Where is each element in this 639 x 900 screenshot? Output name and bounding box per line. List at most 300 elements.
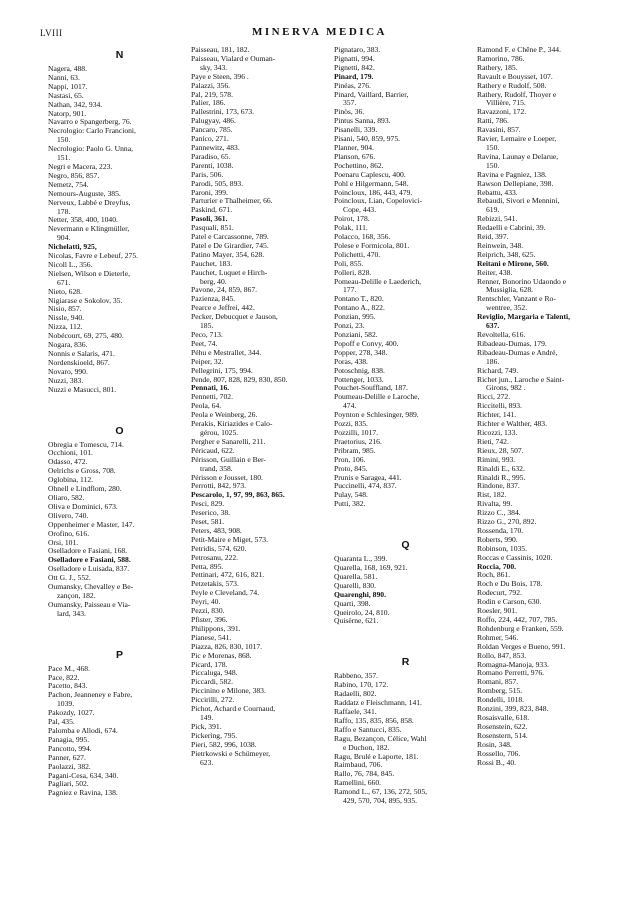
index-entry: Pearce e Jeffrei, 442. [191, 304, 255, 313]
index-entry: Poras, 438. [334, 357, 368, 366]
index-entry: Pron, 106. [334, 455, 366, 464]
index-entry: Ramellini, 660. [334, 779, 382, 788]
index-entry: Parturier e Thalheimer, 66. [191, 197, 273, 206]
index-entry: Ramond F. e Chêne P., 344. [477, 46, 561, 54]
index-entry-continuation: 1039. [57, 700, 75, 709]
index-entry: Ribadeau-Dumas e André, [477, 348, 558, 357]
index-entry: Poincloux, Lian, Copelovici- [334, 197, 423, 206]
index-entry-list [48, 441, 191, 619]
index-entry: Pallestrini, 173, 673. [191, 108, 255, 117]
index-entry: Peyle e Cleveland, 74. [191, 589, 260, 598]
index-entry: Rossenda, 170. [477, 526, 524, 535]
index-entry: Nastasi, 65. [48, 91, 84, 100]
index-entry: Peyri, 40. [191, 598, 221, 607]
index-entry-continuation: berg, 40. [200, 277, 227, 286]
index-entry: Oelrichs e Gross, 708. [48, 467, 116, 476]
index-entry: Pozzi, 835. [334, 420, 368, 429]
index-entry: Quarella, 168, 169, 921. [334, 564, 408, 573]
index-entry: Pagliari, 502. [48, 780, 89, 789]
index-entry: Ott G. J., 552. [48, 574, 91, 583]
index-entry: Poynton e Schlesinger, 989. [334, 411, 419, 420]
index-entry: Rondelli, 1018. [477, 696, 525, 705]
running-title: MINERVA MEDICA [252, 26, 387, 38]
index-entry: Reiter, 438. [477, 268, 513, 277]
index-column [477, 46, 626, 894]
index-entry: Richard, 749. [477, 366, 519, 375]
index-entry: Pouchet-Souffland, 187. [334, 384, 408, 393]
index-entry: Pennetti, 702. [191, 393, 233, 402]
index-entry: Roldan Verges e Bueno, 991. [477, 642, 566, 651]
index-entry: Nieto, 628. [48, 287, 82, 296]
index-entry: Rabino, 170, 172. [334, 681, 389, 690]
index-entry: Reitani e Mirone, 560. [477, 259, 549, 268]
index-entry: Petrosanu, 222. [191, 553, 239, 562]
index-entry: Pakozdy, 1027. [48, 709, 95, 718]
index-entry-continuation: 671. [57, 278, 71, 287]
index-entry: Pinéas, 276. [334, 81, 371, 90]
index-entry: Quaranta L., 399. [334, 555, 388, 564]
section-letter: Q [401, 539, 410, 552]
index-entry: Pisanelli, 339. [334, 126, 378, 135]
index-entry: Rallo, 76, 784, 845. [334, 770, 395, 779]
index-entry: Parodi, 505, 893. [191, 179, 244, 188]
index-entry: Nordenskioeld, 867. [48, 358, 110, 367]
index-entry: Oumansky, Paisseau e Via- [48, 600, 131, 609]
index-entry: Rinaldi E., 632. [477, 464, 525, 473]
index-entry: Nizza, 112. [48, 323, 83, 332]
index-entry: Pic e Morenas, 868. [191, 651, 252, 660]
index-entry: Pontano T., 820. [334, 295, 384, 304]
index-entry: Richter, 141. [477, 411, 517, 420]
index-entry: Perakis, Kiriazides e Calo- [191, 420, 273, 429]
index-entry: Pieri, 582, 996, 1038. [191, 740, 257, 749]
index-entry: Pribram, 985. [334, 446, 376, 455]
index-entry: Pancotto, 994. [48, 744, 92, 753]
index-entry: Nicolas, Favre e Lebeuf, 275. [48, 252, 139, 261]
index-entry-list [48, 65, 191, 395]
index-entry: Paisseau, Vialard e Ouman- [191, 54, 276, 63]
index-entry: Rivalta, 99. [477, 500, 513, 509]
index-entry: Orofino, 616. [48, 529, 90, 538]
index-entry: Peola, 64. [191, 402, 222, 411]
index-entry: Poumeau-Delille e Laroche, [334, 393, 420, 402]
index-entry: Nuzzi, 383. [48, 376, 84, 385]
index-entry-continuation: 177. [343, 286, 357, 295]
index-entry: Pignatti, 994. [334, 54, 375, 63]
index-entry: Richet jun., Laroche e Saint- [477, 375, 565, 384]
index-entry: Peset, 581. [191, 518, 225, 527]
index-entry: Pignetti, 842. [334, 63, 375, 72]
index-entry-continuation: 904. [57, 234, 71, 243]
index-entry: Paroni, 399. [191, 188, 228, 197]
index-entry: Piccinino e Milone, 383. [191, 687, 266, 696]
index-entry: Oliaro, 582. [48, 493, 85, 502]
index-entry: Rebaudi, Sivori e Mennini, [477, 197, 560, 206]
index-entry: Ravina, Launay e Delarue, [477, 152, 559, 161]
index-entry: Rinaldi R., 995. [477, 473, 526, 482]
index-entry: Rathery e Rudolf, 508. [477, 81, 547, 90]
index-entry: Necrologio: Carlo Francioni, [48, 127, 136, 136]
index-entry-continuation: trand, 358. [200, 464, 233, 473]
index-entry: Netter, 358, 400, 1040. [48, 216, 118, 225]
index-entry: Quisèrne, 621. [334, 617, 379, 626]
index-entry: Nonnis e Salaris, 471. [48, 350, 115, 358]
index-entry: Rosin, 348. [477, 740, 512, 749]
index-entry: Nisio, 857. [48, 305, 82, 314]
index-entry: Pende, 807, 828, 829, 830, 850. [191, 375, 288, 384]
index-entry: Nicoll L., 356. [48, 260, 93, 269]
index-entry: Peola e Weinberg, 26. [191, 411, 258, 420]
index-entry: Péhu e Mestrallet, 344. [191, 348, 262, 357]
index-entry: Ravina e Pagniez, 138. [477, 170, 547, 179]
index-entry: Rist, 182. [477, 491, 507, 500]
index-column [191, 46, 334, 894]
index-entry: Péricaud, 622. [191, 446, 235, 455]
index-entry: Negro, 856, 857. [48, 171, 100, 180]
index-entry: Quarelli, 830. [334, 581, 376, 590]
index-entry-continuation: wentree, 352. [486, 304, 528, 313]
index-entry: Rimini, 993. [477, 455, 516, 464]
index-entry: Paris, 506. [191, 170, 224, 179]
index-entry: Pintus Sanna, 893. [334, 117, 391, 126]
index-entry: Roberts, 990. [477, 535, 518, 544]
index-entry: Polacco, 168, 356. [334, 233, 391, 242]
index-entry-continuation: 151. [57, 154, 71, 163]
index-entry: Pacetto, 843. [48, 682, 88, 691]
index-entry-continuation: 637. [486, 322, 500, 331]
index-entry-continuation: e Duchon, 182. [343, 743, 390, 752]
index-entry: Pasoli, 361. [191, 215, 228, 224]
index-entry: Nappi, 1017. [48, 82, 88, 91]
index-entry: Palomba e Allodi, 674. [48, 727, 118, 735]
index-entry: Revoltella, 616. [477, 331, 526, 339]
index-entry: Poenaru Caplescu, 400. [334, 170, 406, 179]
index-entry: Poli, 855. [334, 259, 364, 268]
index-entry-continuation: 150. [57, 136, 71, 145]
index-entry: Rawson Dellepiane, 398. [477, 179, 554, 188]
index-entry: Oumansky, Chevalley e Be- [48, 583, 134, 592]
index-entry: Reviglio, Margaria e Talenti, [477, 313, 571, 322]
index-entry: Roch, 861. [477, 571, 511, 580]
index-entry: Pachon, Jeanneney e Fabre, [48, 691, 133, 700]
index-entry: Rosenstern, 514. [477, 731, 528, 740]
index-entry-continuation: 623. [200, 758, 214, 767]
index-entry: Nagera, 488. [48, 65, 88, 73]
index-entry: Popper, 278, 348. [334, 348, 388, 357]
index-entry: Oselladore e Fasiani, 588. [48, 556, 131, 565]
index-entry: Ponzian, 995. [334, 313, 376, 322]
index-entry: Nemours-Auguste, 385. [48, 189, 121, 198]
index-entry: Praetorius, 216. [334, 437, 382, 446]
index-entry: Pomeau-Delille e Laederich, [334, 277, 422, 286]
index-entry: Perrotti, 842, 973. [191, 482, 247, 491]
index-entry: Périsson e Jousset, 180. [191, 473, 263, 482]
index-entry: Planson, 676. [334, 152, 376, 161]
page-header [0, 26, 639, 40]
index-entry: Quarenghi, 890. [334, 590, 386, 599]
index-entry: Roccia, 700. [477, 562, 517, 571]
index-entry: Polleri, 828. [334, 268, 372, 277]
index-entry: Raimbaud, 706. [334, 761, 383, 770]
index-entry: Piazza, 826, 830, 1017. [191, 642, 263, 651]
index-entry: Robinson, 1035. [477, 544, 527, 553]
index-entry: Piccaluga, 948. [191, 669, 238, 678]
index-entry: Potoschnig, 838. [334, 366, 385, 375]
index-entry: Pettinari, 472, 616, 821. [191, 571, 265, 580]
index-entry: Panner, 627. [48, 753, 86, 762]
index-entry: Panico, 271. [191, 135, 229, 144]
index-entry: Pecker, Debucquet e Jauson, [191, 313, 278, 322]
index-entry: Rodin e Carson, 630. [477, 598, 542, 607]
index-entry: Pazienza, 845. [191, 295, 236, 304]
index-entry: Patino Mayer, 354, 628. [191, 250, 265, 259]
index-entry: Ragu, Brulé e Laporte, 181. [334, 752, 419, 761]
index-entry: Romberg, 515. [477, 687, 523, 696]
index-entry: Romano Perretti, 976. [477, 669, 545, 678]
index-entry: Obregia e Tomescu, 714. [48, 440, 124, 449]
index-entry-continuation: Cope, 443. [343, 206, 377, 215]
index-entry-continuation: 357. [343, 99, 357, 108]
index-entry: Ravazzoni, 172. [477, 108, 527, 117]
index-entry-list [191, 46, 334, 767]
index-entry: Necrologio: Paolo G. Unna, [48, 145, 133, 154]
index-entry: Palier, 186. [191, 99, 226, 108]
index-entry: Peiper, 32. [191, 357, 224, 366]
index-entry: Putti, 382. [334, 500, 366, 509]
index-entry: Picard, 178. [191, 660, 228, 669]
index-entry: Proto, 845. [334, 464, 368, 473]
index-entry: Roch e Du Bois, 178. [477, 580, 543, 589]
index-entry: Redaelli e Cabrini, 39. [477, 224, 546, 233]
index-entry: Pottenger, 1033. [334, 375, 384, 384]
index-entry: Olivero, 740. [48, 511, 89, 520]
index-entry: Oselladore e Luisada, 837. [48, 565, 130, 574]
index-entry: Nielsen, Wilson e Dieterle, [48, 269, 131, 278]
index-entry: Richter e Walther, 483. [477, 420, 548, 429]
index-entry: Patel e De Girardier, 745. [191, 241, 269, 250]
index-entry: Odasso, 472. [48, 458, 88, 467]
index-entry: Petzetakis, 573. [191, 580, 239, 589]
index-entry-continuation: zançon, 182. [57, 591, 96, 600]
index-entry: Rosenstein, 622. [477, 722, 528, 731]
index-column [334, 46, 477, 894]
index-entry: Pianese, 541. [191, 633, 232, 642]
index-entry: Pauchet, 183. [191, 259, 233, 268]
index-entry: Rindone, 837. [477, 482, 520, 491]
index-entry: Planner, 904. [334, 143, 374, 152]
index-entry: Oglobina, 112. [48, 476, 94, 485]
index-entry: Puccinelli, 474, 837. [334, 482, 397, 491]
index-entry: Rathery, 185. [477, 63, 518, 72]
index-entry: Rohdenburg e Franken, 559. [477, 624, 564, 633]
index-entry: Petit-Maire e Miget, 573. [191, 535, 268, 544]
index-entry: Peserico, 38. [191, 509, 231, 518]
index-entry: Rentschler, Vanzant e Ro- [477, 295, 556, 304]
index-entry: Pellegrini, 175, 994. [191, 366, 253, 375]
index-entry: Occhioni, 101. [48, 449, 93, 458]
index-entry: Ravasini, 857. [477, 126, 521, 135]
index-entry: Nuzzi e Masucci, 801. [48, 385, 117, 394]
index-entry: Pauchet, Luquet e Hirch- [191, 268, 268, 277]
index-entry: Queirolo, 24, 810. [334, 608, 390, 617]
index-entry: Ramorino, 786. [477, 54, 525, 63]
index-entry: Nerveux, Labbé e Dreyfus, [48, 198, 131, 207]
index-entry: Pace M., 468. [48, 664, 90, 673]
index-entry: Paskind, 671. [191, 206, 233, 215]
index-entry: Pickering, 795. [191, 731, 238, 740]
index-entry: Quarti, 398. [334, 599, 371, 608]
index-entry: Périsson, Guillain e Ber- [191, 455, 266, 464]
index-entry: Raddatz e Fleischmann, 141. [334, 699, 422, 708]
index-entry: Pignataro, 383. [334, 46, 381, 54]
index-entry-continuation: Villière, 715. [486, 99, 526, 108]
index-entry: Popoff e Convy, 400. [334, 339, 399, 348]
index-entry: Rizzo C., 384. [477, 509, 521, 518]
index-entry: Ravault e Bouysset, 107. [477, 72, 553, 81]
index-entry: Rizzo G., 270, 892. [477, 518, 537, 527]
index-entry: Piccardi, 582. [191, 678, 233, 687]
index-entry: Oselladore e Fasiani, 168. [48, 547, 128, 556]
index-entry: Pal, 435. [48, 718, 75, 727]
index-entry: Riccitelli, 893. [477, 402, 522, 411]
index-entry: Roesler, 901. [477, 607, 517, 616]
index-entry: Pagniez e Ravina, 138. [48, 789, 118, 798]
index-entry: Ohnell e Lindflom, 280. [48, 485, 122, 494]
index-entry: Philippons, 391. [191, 624, 241, 633]
index-entry: Peco, 713. [191, 331, 223, 339]
index-entry: Polak, 111. [334, 224, 368, 233]
index-column [48, 46, 191, 894]
index-entry: Pagani-Cesa, 634, 340. [48, 771, 119, 780]
index-entry: Ronzini, 399, 823, 848. [477, 705, 549, 714]
index-entry-continuation: 186. [486, 357, 500, 366]
index-entry: Orsi, 101. [48, 538, 79, 547]
index-entry: Roccas e Cassinis, 1020. [477, 553, 553, 562]
index-entry-list [334, 672, 477, 806]
index-entry: Pasquali, 851. [191, 224, 234, 233]
index-entry: Paye e Steen, 396 . [191, 72, 249, 81]
index-entry: Nigiarase e Sokolov, 35. [48, 296, 123, 305]
index-entry: Novaro, 990. [48, 367, 88, 376]
index-entry: Rohmer, 546. [477, 633, 519, 642]
index-entry: Ricci, 272. [477, 393, 511, 402]
index-entry: Reiprich, 348, 625. [477, 250, 536, 259]
index-entry: Oliva e Dominici, 673. [48, 502, 118, 511]
index-entry: Romagna-Manoja, 933. [477, 660, 549, 669]
index-entry: Pergher e Sanarelli, 211. [191, 437, 266, 446]
index-entry: Rebattu, 433. [477, 188, 518, 197]
index-entry: Polichetti, 470. [334, 250, 381, 259]
index-entry-continuation: 474. [343, 402, 357, 411]
index-columns [48, 46, 626, 894]
index-entry: Nichelatti, 925, [48, 243, 97, 252]
index-entry: Oppenheimer e Master, 147. [48, 520, 135, 529]
index-entry: Pannewitz, 483. [191, 143, 240, 152]
section-letter: P [115, 648, 123, 661]
index-entry: Romani, 857. [477, 678, 519, 687]
index-entry: Paolazzi, 382. [48, 762, 91, 771]
index-entry: Rodecurt, 792. [477, 589, 522, 598]
section-gap [48, 619, 191, 646]
index-entry: Pick, 391. [191, 722, 222, 731]
index-entry: Rossi B., 40. [477, 758, 517, 767]
index-entry: Polese e Formicola, 801. [334, 241, 410, 250]
index-entry: Rebizzi, 541. [477, 215, 518, 224]
index-entry: Pennati, 16. [191, 384, 230, 393]
index-entry: Nissle, 940. [48, 314, 85, 323]
index-entry: Pal, 219, 578. [191, 90, 233, 99]
index-entry-list [334, 46, 477, 509]
page-number: LVIII [40, 28, 63, 38]
index-entry: Rieux, 28, 507. [477, 446, 524, 455]
index-entry: Panagia, 995. [48, 735, 90, 744]
index-entry: Nathan, 342, 934. [48, 100, 103, 109]
index-entry: Petta, 895. [191, 562, 224, 571]
index-entry: Pace, 822. [48, 673, 80, 682]
index-entry: Piccirilli, 272. [191, 696, 235, 705]
index-entry: Ravier, Lemaire e Loeper, [477, 135, 557, 144]
index-entry-continuation: 178. [57, 207, 71, 216]
index-entry-continuation: sky, 343. [200, 63, 228, 72]
index-entry: Navarro e Spangerberg, 76. [48, 118, 132, 127]
index-entry: Pulay, 548. [334, 491, 368, 500]
index-entry: Pinard, Vaillard, Barrier, [334, 90, 409, 99]
index-entry: Nogara, 836. [48, 341, 88, 350]
index-entry-continuation: 185. [200, 322, 214, 331]
index-entry: Negri e Macera, 223. [48, 162, 113, 171]
index-entry: Pozzilli, 1017. [334, 428, 379, 437]
index-entry: Rieti, 742. [477, 437, 509, 446]
index-entry: Pfister, 396. [191, 616, 228, 624]
index-entry: Natorp, 901. [48, 109, 87, 118]
index-entry: Ribadeau-Dumas, 179. [477, 339, 547, 348]
index-entry: Renner, Bonorino Udaondo e [477, 277, 567, 286]
index-entry: Rathery, Rudolf, Thoyer e [477, 90, 557, 99]
index-entry-continuation: gérou, 1025. [200, 428, 239, 437]
index-entry-continuation: lard, 343. [57, 609, 86, 618]
index-entry: Poincloux, 186, 443, 479. [334, 188, 413, 197]
index-entry: Reid, 397. [477, 233, 509, 242]
index-entry: Palugyay, 486. [191, 117, 236, 126]
index-entry: Rosaisvalle, 618. [477, 713, 530, 722]
index-entry: Paradiso, 65. [191, 152, 231, 161]
index-entry: Paisseau, 181, 182. [191, 46, 250, 54]
index-entry: Reinwein, 348. [477, 241, 524, 250]
index-entry: Ricozzi, 133. [477, 428, 518, 437]
index-entry: Pietrkowski e Schümeyer, [191, 749, 271, 758]
index-entry: Petridis, 574, 620. [191, 544, 247, 553]
section-letter: O [115, 424, 124, 437]
index-entry-continuation: Mussiglia, 628. [486, 286, 534, 295]
index-entry: Peters, 483, 908. [191, 526, 242, 535]
index-entry: Rossello, 706. [477, 749, 521, 758]
index-entry: Peet, 74. [191, 339, 218, 348]
index-entry: Pinard, 179. [334, 72, 374, 81]
index-entry: Prunis e Saragea, 441. [334, 473, 402, 482]
index-entry-continuation: 429, 570, 704, 895, 935. [343, 797, 418, 806]
index-entry: Pescarolo, 1, 97, 99, 863, 865. [191, 491, 285, 500]
index-entry-continuation: Girons, 982 . [486, 384, 526, 393]
index-entry: Pochettino, 862. [334, 161, 384, 170]
index-entry: Palazzi, 356. [191, 81, 231, 90]
index-entry: Quarella, 581. [334, 572, 378, 581]
index-entry: Pohl e Hilgermann, 548. [334, 179, 409, 188]
section-gap [334, 509, 477, 536]
index-entry: Pisani, 540, 859, 975. [334, 135, 401, 144]
section-gap [48, 395, 191, 422]
index-entry: Pezzi, 830. [191, 607, 225, 616]
index-entry-continuation: 150. [486, 143, 500, 152]
